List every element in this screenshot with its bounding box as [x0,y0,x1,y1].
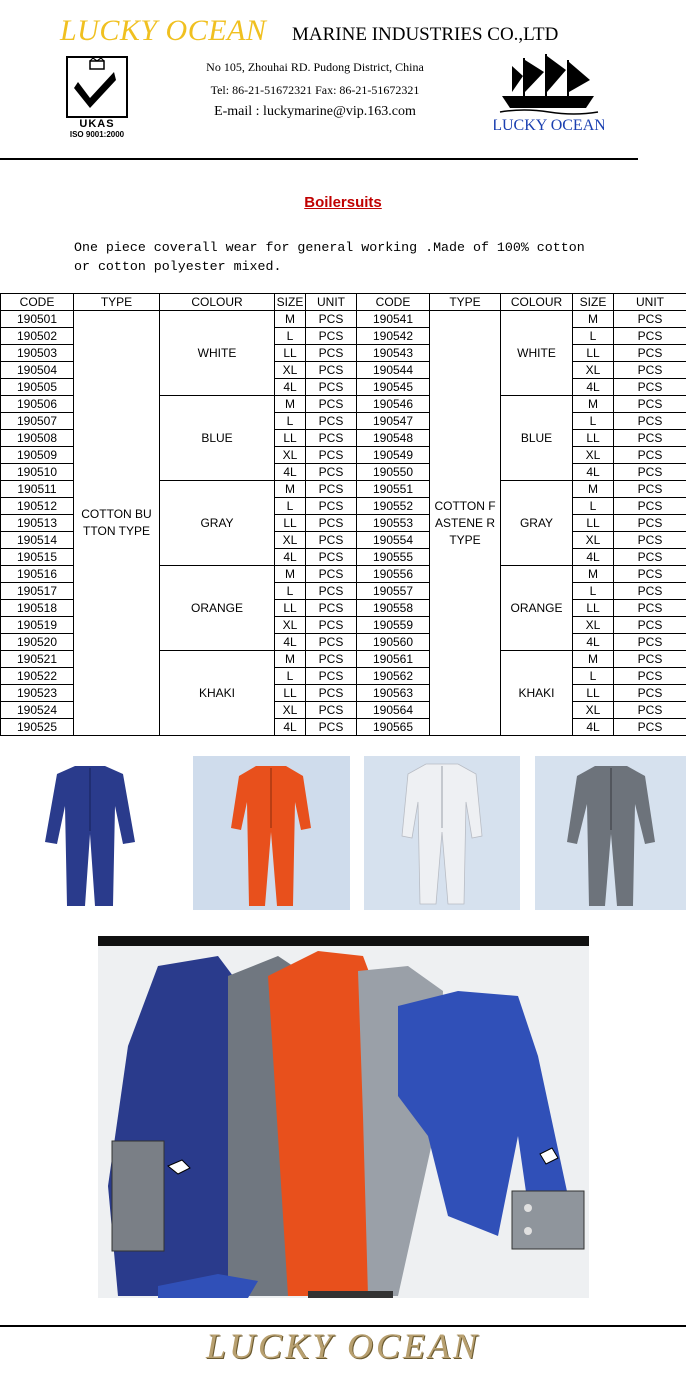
unit-cell: PCS [614,702,686,719]
size-cell: L [275,668,306,685]
size-cell: 4L [573,719,614,736]
sailing-ship-icon [494,52,604,134]
code-cell: 190559 [357,617,430,634]
size-cell: LL [573,345,614,362]
unit-cell: PCS [306,532,357,549]
unit-cell: PCS [614,498,686,515]
unit-cell: PCS [614,430,686,447]
size-cell: 4L [275,549,306,566]
code-cell: 190503 [1,345,74,362]
size-cell: L [573,328,614,345]
size-cell: LL [275,685,306,702]
size-cell: XL [275,532,306,549]
column-header: CODE [1,294,74,311]
unit-cell: PCS [614,668,686,685]
section-title: Boilersuits [304,194,382,211]
size-cell: XL [573,362,614,379]
unit-cell: PCS [306,311,357,328]
unit-cell: PCS [614,651,686,668]
unit-cell: PCS [306,345,357,362]
company-name: MARINE INDUSTRIES CO.,LTD [292,24,559,45]
size-cell: LL [275,345,306,362]
unit-cell: PCS [306,583,357,600]
tel-fax-line: Tel: 86-21-51672321 Fax: 86-21-51672321 [210,83,420,97]
code-cell: 190510 [1,464,74,481]
code-cell: 190549 [357,447,430,464]
email-line: E-mail : luckymarine@vip.163.com [214,104,416,119]
column-header: CODE [357,294,430,311]
unit-cell: PCS [614,549,686,566]
size-cell: LL [573,430,614,447]
size-cell: M [275,651,306,668]
section-description: One piece coverall wear for general working .Made of 100% cotton or cotton polyester mixed. [74,240,585,274]
size-cell: M [573,651,614,668]
unit-cell: PCS [614,464,686,481]
code-cell: 190501 [1,311,74,328]
unit-cell: PCS [614,396,686,413]
size-cell: L [573,668,614,685]
code-cell: 190504 [1,362,74,379]
product-photo-white [364,756,520,910]
code-cell: 190541 [357,311,430,328]
colour-cell: BLUE [160,396,275,481]
code-cell: 190515 [1,549,74,566]
unit-cell: PCS [614,413,686,430]
size-cell: XL [275,362,306,379]
product-photo-gray [535,756,686,910]
table-row [1,311,686,328]
column-header: SIZE [573,294,614,311]
logo-text: LUCKY OCEAN [494,117,604,134]
unit-cell: PCS [306,600,357,617]
size-cell: M [275,396,306,413]
size-cell: XL [275,617,306,634]
unit-cell: PCS [306,413,357,430]
company-logo [494,52,604,134]
code-cell: 190517 [1,583,74,600]
code-cell: 190557 [357,583,430,600]
table-body [1,311,686,736]
code-cell: 190508 [1,430,74,447]
iso-label: ISO 9001:2000 [69,130,125,139]
code-cell: 190505 [1,379,74,396]
code-cell: 190520 [1,634,74,651]
size-cell: L [275,498,306,515]
size-cell: M [275,566,306,583]
code-cell: 190521 [1,651,74,668]
colour-cell: ORANGE [501,566,573,651]
ukas-certification-mark [63,56,131,139]
footer-brand: LUCKY OCEAN [205,1326,481,1366]
type-cell: COTTON FASTENE R TYPE [430,311,501,736]
unit-cell: PCS [306,379,357,396]
header-divider [0,158,638,160]
code-cell: 190547 [357,413,430,430]
table-header-row [1,294,686,311]
size-cell: M [573,396,614,413]
size-cell: M [573,311,614,328]
size-cell: LL [275,430,306,447]
fabric-swatch-icon [112,1141,164,1251]
unit-cell: PCS [306,651,357,668]
button-detail-icon [512,1191,584,1249]
unit-cell: PCS [306,464,357,481]
size-cell: XL [573,702,614,719]
unit-cell: PCS [306,447,357,464]
code-cell: 190553 [357,515,430,532]
code-cell: 190563 [357,685,430,702]
size-cell: LL [573,515,614,532]
colour-cell: ORANGE [160,566,275,651]
unit-cell: PCS [306,702,357,719]
unit-cell: PCS [614,617,686,634]
code-cell: 190512 [1,498,74,515]
unit-cell: PCS [306,481,357,498]
size-cell: M [573,481,614,498]
code-cell: 190550 [357,464,430,481]
unit-cell: PCS [306,430,357,447]
code-cell: 190551 [357,481,430,498]
unit-cell: PCS [306,515,357,532]
code-cell: 190509 [1,447,74,464]
size-cell: 4L [573,634,614,651]
code-cell: 190555 [357,549,430,566]
code-cell: 190514 [1,532,74,549]
size-cell: LL [275,515,306,532]
colour-cell: GRAY [501,481,573,566]
size-cell: XL [573,617,614,634]
unit-cell: PCS [614,634,686,651]
product-table [0,293,686,736]
colour-cell: KHAKI [501,651,573,736]
unit-cell: PCS [306,328,357,345]
code-cell: 190562 [357,668,430,685]
size-cell: 4L [275,719,306,736]
column-header: COLOUR [160,294,275,311]
size-cell: M [573,566,614,583]
unit-cell: PCS [306,617,357,634]
size-cell: XL [275,447,306,464]
size-cell: XL [275,702,306,719]
size-cell: 4L [275,379,306,396]
address-line: No 105, Zhouhai RD. Pudong District, China [206,60,424,74]
product-photo-orange [193,756,350,910]
unit-cell: PCS [614,600,686,617]
size-cell: L [573,498,614,515]
size-cell: L [573,413,614,430]
code-cell: 190552 [357,498,430,515]
brand-name: LUCKY OCEAN [60,14,267,47]
unit-cell: PCS [614,311,686,328]
unit-cell: PCS [614,583,686,600]
code-cell: 190565 [357,719,430,736]
unit-cell: PCS [614,481,686,498]
unit-cell: PCS [306,396,357,413]
unit-cell: PCS [614,532,686,549]
unit-cell: PCS [306,685,357,702]
unit-cell: PCS [614,362,686,379]
code-cell: 190556 [357,566,430,583]
colour-cell: BLUE [501,396,573,481]
size-cell: LL [573,600,614,617]
unit-cell: PCS [306,566,357,583]
size-cell: 4L [275,634,306,651]
unit-cell: PCS [614,685,686,702]
product-group-photo [98,936,589,1298]
unit-cell: PCS [614,566,686,583]
code-cell: 190519 [1,617,74,634]
code-cell: 190525 [1,719,74,736]
size-cell: 4L [573,379,614,396]
code-cell: 190506 [1,396,74,413]
unit-cell: PCS [614,379,686,396]
column-header: TYPE [430,294,501,311]
size-cell: L [573,583,614,600]
code-cell: 190516 [1,566,74,583]
unit-cell: PCS [306,719,357,736]
code-cell: 190507 [1,413,74,430]
code-cell: 190511 [1,481,74,498]
size-cell: M [275,311,306,328]
size-cell: 4L [275,464,306,481]
code-cell: 190546 [357,396,430,413]
ukas-label: UKAS [79,118,115,130]
code-cell: 190558 [357,600,430,617]
code-cell: 190524 [1,702,74,719]
code-cell: 190548 [357,430,430,447]
code-cell: 190554 [357,532,430,549]
unit-cell: PCS [614,447,686,464]
code-cell: 190523 [1,685,74,702]
type-cell: COTTON BUTTON TYPE [74,311,160,736]
size-cell: L [275,413,306,430]
column-header: UNIT [614,294,686,311]
unit-cell: PCS [614,515,686,532]
code-cell: 190560 [357,634,430,651]
size-cell: LL [573,685,614,702]
code-cell: 190513 [1,515,74,532]
ukas-badge [66,56,128,118]
size-cell: 4L [573,549,614,566]
colour-cell: KHAKI [160,651,275,736]
size-cell: LL [275,600,306,617]
size-cell: 4L [573,464,614,481]
code-cell: 190518 [1,600,74,617]
column-header: SIZE [275,294,306,311]
code-cell: 190564 [357,702,430,719]
code-cell: 190502 [1,328,74,345]
code-cell: 190544 [357,362,430,379]
code-cell: 190545 [357,379,430,396]
product-photo-navy [23,756,157,910]
colour-cell: WHITE [160,311,275,396]
unit-cell: PCS [614,345,686,362]
colour-cell: WHITE [501,311,573,396]
unit-cell: PCS [614,719,686,736]
column-header: TYPE [74,294,160,311]
size-cell: XL [573,532,614,549]
size-cell: M [275,481,306,498]
colour-cell: GRAY [160,481,275,566]
unit-cell: PCS [306,362,357,379]
code-cell: 190543 [357,345,430,362]
column-header: COLOUR [501,294,573,311]
code-cell: 190561 [357,651,430,668]
unit-cell: PCS [306,634,357,651]
unit-cell: PCS [306,498,357,515]
unit-cell: PCS [306,668,357,685]
size-cell: L [275,583,306,600]
unit-cell: PCS [614,328,686,345]
code-cell: 190522 [1,668,74,685]
column-header: UNIT [306,294,357,311]
code-cell: 190542 [357,328,430,345]
checkmark-crown-icon [68,58,126,116]
size-cell: L [275,328,306,345]
size-cell: XL [573,447,614,464]
unit-cell: PCS [306,549,357,566]
